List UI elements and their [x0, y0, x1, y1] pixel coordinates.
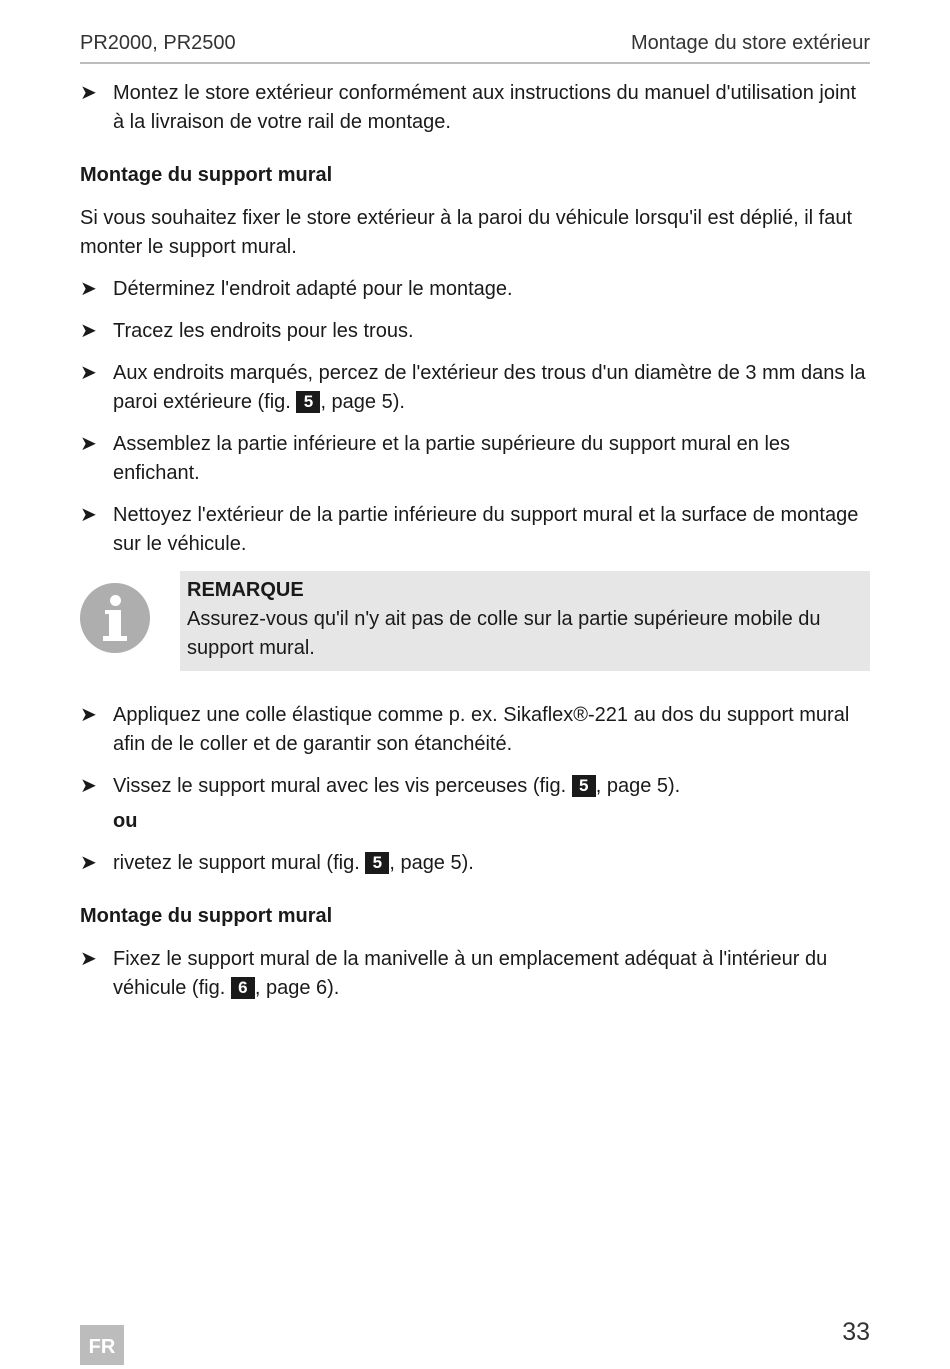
instruction-text: Aux endroits marqués, percez de l'extérieur des trous d'un diamètre de 3 mm dans la paroi extérieure (fig. [113, 362, 866, 413]
arrow-bullet-icon: ➤ [80, 82, 97, 104]
arrow-bullet-icon: ➤ [80, 278, 97, 300]
header-section-title: Montage du store extérieur [630, 32, 870, 54]
instruction-text: rivetez le support mural (fig. [113, 852, 360, 874]
instruction-text: Déterminez l'endroit adapté pour le montage. [113, 278, 513, 300]
list-item [80, 772, 870, 801]
instruction-text-end: , page 6). [254, 977, 340, 999]
figure-reference: 5 [296, 391, 320, 413]
list-item [80, 359, 870, 417]
paragraph: Si vous souhaitez fixer le store extérieur à la paroi du véhicule lorsqu'il est déplié, il faut monter le support mural. [80, 207, 853, 258]
instruction-text: Tracez les endroits pour les trous. [113, 320, 414, 342]
instruction-text: Nettoyez l'extérieur de la partie inférieure du support mural et la surface de montage sur le véhicule. [113, 504, 859, 555]
instruction-text: Vissez le support mural avec les vis perceuses (fig. [113, 775, 567, 797]
list-item [80, 849, 870, 878]
page-header [80, 30, 870, 64]
arrow-bullet-icon: ➤ [80, 775, 97, 797]
instruction-text-end: , page 5). [595, 775, 681, 797]
instruction-text-end: , page 5). [389, 852, 474, 874]
list-item [80, 701, 870, 759]
section-heading: Montage du support mural [80, 905, 333, 927]
instruction-text: Assemblez la partie inférieure et la partie supérieure du support mural en les enfichant. [113, 433, 791, 484]
instruction-text: Appliquez une colle élastique comme p. ex. Sikaflex®-221 au dos du support mural afin de le coller et de garantir son étanchéité. [113, 704, 850, 755]
arrow-bullet-icon: ➤ [80, 362, 97, 384]
note-text: Assurez-vous qu'il n'y ait pas de colle sur la partie supérieure mobile du support mural. [187, 608, 821, 659]
language-badge: FR [80, 1325, 124, 1365]
alternative-label: ou [113, 810, 138, 832]
note-title: REMARQUE [187, 579, 304, 601]
instruction-text: Montez le store extérieur conformément aux instructions du manuel d'utilisation joint à la livraison de votre rail de montage. [113, 82, 857, 133]
arrow-bullet-icon: ➤ [80, 433, 97, 455]
list-item [80, 317, 870, 346]
figure-reference: 6 [231, 977, 255, 999]
list-item [80, 501, 870, 559]
arrow-bullet-icon: ➤ [80, 504, 97, 526]
arrow-bullet-icon: ➤ [80, 704, 97, 726]
list-item [80, 79, 870, 137]
section-heading: Montage du support mural [80, 164, 333, 186]
note-block [80, 581, 870, 679]
instruction-text-end: , page 5). [320, 391, 405, 413]
header-model: PR2000, PR2500 [80, 32, 236, 54]
list-item [80, 945, 870, 1003]
arrow-bullet-icon: ➤ [80, 852, 97, 874]
figure-reference: 5 [365, 852, 389, 874]
note-box [180, 571, 870, 671]
document-body [80, 79, 870, 1016]
list-item [80, 430, 870, 488]
instruction-text: Fixez le support mural de la manivelle à un emplacement adéquat à l'intérieur du véhicule (fig. [113, 948, 828, 999]
arrow-bullet-icon: ➤ [80, 948, 97, 970]
arrow-bullet-icon: ➤ [80, 320, 97, 342]
info-icon [80, 583, 150, 653]
figure-reference: 5 [572, 775, 596, 797]
page-number: 33 [842, 1318, 870, 1346]
list-item [80, 275, 870, 304]
